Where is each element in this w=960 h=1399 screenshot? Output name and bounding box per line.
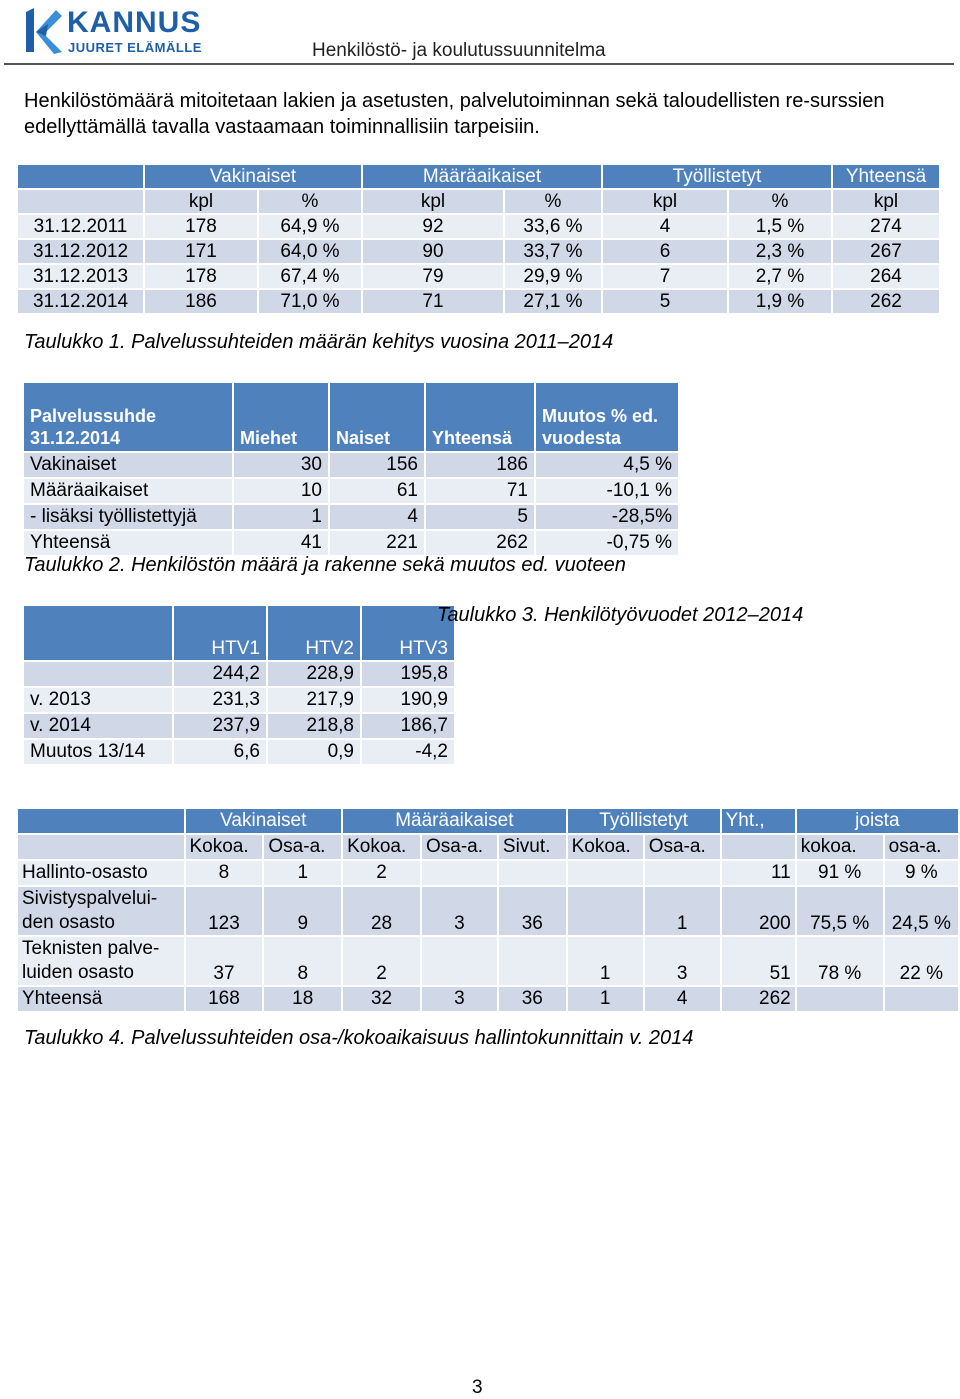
- table-cell: 79: [362, 264, 504, 289]
- table-cell: 195,8: [361, 661, 455, 687]
- table-cell: 31.12.2012: [17, 239, 144, 264]
- table-cell: kpl: [362, 189, 504, 214]
- table-cell: [644, 860, 721, 886]
- table-cell: 178: [144, 214, 258, 239]
- kannus-logo: [22, 4, 202, 58]
- table-cell: 67,4 %: [258, 264, 362, 289]
- table-cell: 4: [644, 986, 721, 1012]
- table-row: [17, 860, 959, 886]
- table-header-cell: Yhteensä: [832, 164, 940, 189]
- table-cell: 1: [644, 886, 721, 936]
- table-caption: Taulukko 1. Palvelussuhteiden määrän kehitys vuosina 2011–2014: [24, 331, 614, 353]
- table-cell: 264: [832, 264, 940, 289]
- table-cell: 237,9: [173, 713, 267, 739]
- table-subheader-row: [17, 834, 959, 860]
- header-divider: [4, 63, 954, 65]
- table-cell: -28,5%: [535, 504, 679, 530]
- table-cell: 8: [185, 860, 264, 886]
- table-cell: [884, 986, 959, 1012]
- table-cell: 0,9: [267, 739, 361, 765]
- table-row: [17, 289, 940, 314]
- table-staff-development: [16, 163, 941, 315]
- table-cell: 228,9: [267, 661, 361, 687]
- table-cell: 33,7 %: [504, 239, 602, 264]
- table-cell: 186: [144, 289, 258, 314]
- table-cell: 11: [721, 860, 796, 886]
- table-cell: 1,9 %: [728, 289, 832, 314]
- table-cell: 31.12.2013: [17, 264, 144, 289]
- table-row: [23, 504, 679, 530]
- table-cell: 5: [602, 289, 728, 314]
- table-cell: 4,5 %: [535, 452, 679, 478]
- table-cell: 64,9 %: [258, 214, 362, 239]
- table-cell: Määräaikaiset: [23, 478, 233, 504]
- table-subheader-row: [17, 189, 940, 214]
- table-header-row: [17, 164, 940, 189]
- document-title: Henkilöstö- ja koulutussuunnitelma: [312, 40, 606, 61]
- table-header-cell: HTV1: [173, 605, 267, 661]
- table-header-cell: Määräaikaiset: [362, 164, 602, 189]
- table-header-cell: [17, 164, 144, 189]
- table-row: [23, 452, 679, 478]
- table-cell: 71: [362, 289, 504, 314]
- table-header-cell: Määräaikaiset: [342, 808, 567, 834]
- kannus-logo-icon: [22, 6, 64, 56]
- table-person-years: [22, 604, 456, 766]
- table-cell: 2: [342, 936, 421, 986]
- table-cell: Sivistyspalvelui-den osasto: [17, 886, 185, 936]
- table-row: [23, 713, 455, 739]
- table-cell: Kokoa.: [185, 834, 264, 860]
- table-cell: [421, 860, 498, 886]
- table-cell: 123: [185, 886, 264, 936]
- table-cell: Kokoa.: [567, 834, 644, 860]
- table-cell: [421, 936, 498, 986]
- table-cell: 71,0 %: [258, 289, 362, 314]
- table-cell: 2: [342, 860, 421, 886]
- table-cell: 92: [362, 214, 504, 239]
- table-header-cell: HTV2: [267, 605, 361, 661]
- table-cell: 186,7: [361, 713, 455, 739]
- table-staff-structure: [22, 381, 680, 557]
- table-cell: 4: [329, 504, 425, 530]
- logo-name: KANNUS: [67, 6, 202, 39]
- table-cell: 168: [185, 986, 264, 1012]
- table-cell: 244,2: [173, 661, 267, 687]
- table-cell: 31.12.2014: [17, 289, 144, 314]
- table-cell: %: [504, 189, 602, 214]
- table-caption: Taulukko 2. Henkilöstön määrä ja rakenne sekä muutos ed. vuoteen: [24, 554, 626, 576]
- table-cell: 274: [832, 214, 940, 239]
- table-cell: -4,2: [361, 739, 455, 765]
- table-row: [23, 739, 455, 765]
- intro-paragraph: Henkilöstömäärä mitoitetaan lakien ja asetusten, palvelutoiminnan sekä taloudellisten re-surssien edellyttämällä tavalla vastaamaan toiminnallisiin tarpeisiin.: [24, 90, 885, 138]
- table-cell: Kokoa.: [342, 834, 421, 860]
- table-cell: 156: [329, 452, 425, 478]
- table-cell: Osa-a.: [644, 834, 721, 860]
- table-header-cell: Naiset: [329, 382, 425, 452]
- table-header-cell: joista: [796, 808, 959, 834]
- table-header-cell: Työllistetyt: [567, 808, 721, 834]
- table-cell: Yhteensä: [17, 986, 185, 1012]
- table-cell: -10,1 %: [535, 478, 679, 504]
- table-caption: Taulukko 4. Palvelussuhteiden osa-/kokoaikaisuus hallintokunnittain v. 2014: [24, 1027, 694, 1049]
- table-cell: 190,9: [361, 687, 455, 713]
- table-cell: 231,3: [173, 687, 267, 713]
- table-full-part-time: [16, 807, 960, 1013]
- table-cell: 75,5 %: [796, 886, 884, 936]
- table-cell: 31.12.2011: [17, 214, 144, 239]
- table-row: [17, 214, 940, 239]
- table-header-row: [17, 808, 959, 834]
- table-cell: 1,5 %: [728, 214, 832, 239]
- table-header-cell: [17, 808, 185, 834]
- table-header-row: [23, 605, 455, 661]
- table-cell: 32: [342, 986, 421, 1012]
- table-cell: 91 %: [796, 860, 884, 886]
- table-cell: 262: [721, 986, 796, 1012]
- table-cell: 22 %: [884, 936, 959, 986]
- table-cell: 51: [721, 936, 796, 986]
- table-cell: 217,9: [267, 687, 361, 713]
- table-row: [17, 264, 940, 289]
- table-cell: osa-a.: [884, 834, 959, 860]
- table-header-cell: Työllistetyt: [602, 164, 832, 189]
- table-cell: 171: [144, 239, 258, 264]
- table-cell: 18: [263, 986, 342, 1012]
- table-header-cell: Yht.,: [721, 808, 796, 834]
- table-cell: 3: [421, 886, 498, 936]
- table-cell: [498, 860, 567, 886]
- table-cell: 90: [362, 239, 504, 264]
- table-cell: 28: [342, 886, 421, 936]
- table-cell: 5: [425, 504, 535, 530]
- page-number: 3: [472, 1377, 483, 1398]
- table-cell: kpl: [602, 189, 728, 214]
- table-cell: 29,9 %: [504, 264, 602, 289]
- table-row: [23, 661, 455, 687]
- table-cell: [498, 936, 567, 986]
- table-cell: 64,0 %: [258, 239, 362, 264]
- table-cell: [17, 834, 185, 860]
- table-cell: 1: [567, 936, 644, 986]
- table-cell: 267: [832, 239, 940, 264]
- table-cell: 71: [425, 478, 535, 504]
- table-cell: 30: [233, 452, 329, 478]
- table-cell: 8: [263, 936, 342, 986]
- table-cell: 4: [602, 214, 728, 239]
- table-cell: 41: [233, 530, 329, 556]
- table-cell: Osa-a.: [421, 834, 498, 860]
- table-cell: v. 2014: [23, 713, 173, 739]
- table-cell: 7: [602, 264, 728, 289]
- table-cell: 9: [263, 886, 342, 936]
- table-header-cell: Muutos % ed. vuodesta: [535, 382, 679, 452]
- table-cell: Hallinto-osasto: [17, 860, 185, 886]
- table-cell: 3: [644, 936, 721, 986]
- logo-tagline: JUURET ELÄMÄLLE: [68, 40, 202, 55]
- table-header-cell: Vakinaiset: [144, 164, 362, 189]
- table-cell: 36: [498, 886, 567, 936]
- table-cell: Teknisten palve-luiden osasto: [17, 936, 185, 986]
- table-cell: 36: [498, 986, 567, 1012]
- table-cell: 3: [421, 986, 498, 1012]
- table-cell: Sivut.: [498, 834, 567, 860]
- table-cell: 186: [425, 452, 535, 478]
- table-cell: 221: [329, 530, 425, 556]
- table-header-cell: Miehet: [233, 382, 329, 452]
- table-cell: [721, 834, 796, 860]
- table-row: [17, 936, 959, 986]
- table-row: [23, 687, 455, 713]
- table-cell: Vakinaiset: [23, 452, 233, 478]
- table-row: [23, 478, 679, 504]
- table-cell: 24,5 %: [884, 886, 959, 936]
- table-header-row: [23, 382, 679, 452]
- table-cell: 262: [425, 530, 535, 556]
- table-row: [23, 530, 679, 556]
- table-cell: - lisäksi työllistettyjä: [23, 504, 233, 530]
- table-cell: [567, 860, 644, 886]
- table-cell: [17, 189, 144, 214]
- table-header-cell: Palvelussuhde 31.12.2014: [23, 382, 233, 452]
- table-cell: 200: [721, 886, 796, 936]
- table-cell: v. 2013: [23, 687, 173, 713]
- table-cell: 178: [144, 264, 258, 289]
- table-header-cell: HTV3: [361, 605, 455, 661]
- table-cell: [23, 661, 173, 687]
- table-cell: 37: [185, 936, 264, 986]
- table-cell: %: [728, 189, 832, 214]
- table-cell: 9 %: [884, 860, 959, 886]
- table-cell: Osa-a.: [263, 834, 342, 860]
- table-cell: %: [258, 189, 362, 214]
- table-header-cell: Yhteensä: [425, 382, 535, 452]
- table-caption: Taulukko 3. Henkilötyövuodet 2012–2014: [437, 604, 804, 626]
- table-cell: 33,6 %: [504, 214, 602, 239]
- table-cell: 2,3 %: [728, 239, 832, 264]
- table-cell: 1: [567, 986, 644, 1012]
- table-cell: 10: [233, 478, 329, 504]
- table-cell: kokoa.: [796, 834, 884, 860]
- table-header-cell: Vakinaiset: [185, 808, 343, 834]
- table-row: [17, 886, 959, 936]
- table-cell: 6,6: [173, 739, 267, 765]
- table-cell: 61: [329, 478, 425, 504]
- table-cell: -0,75 %: [535, 530, 679, 556]
- table-cell: [567, 886, 644, 936]
- table-cell: 1: [263, 860, 342, 886]
- table-cell: 6: [602, 239, 728, 264]
- table-cell: 27,1 %: [504, 289, 602, 314]
- table-cell: kpl: [832, 189, 940, 214]
- table-row: [17, 986, 959, 1012]
- table-cell: Muutos 13/14: [23, 739, 173, 765]
- table-cell: kpl: [144, 189, 258, 214]
- table-cell: 78 %: [796, 936, 884, 986]
- table-header-cell: [23, 605, 173, 661]
- table-cell: 218,8: [267, 713, 361, 739]
- table-cell: [796, 986, 884, 1012]
- table-cell: 2,7 %: [728, 264, 832, 289]
- table-row: [17, 239, 940, 264]
- table-cell: 262: [832, 289, 940, 314]
- table-cell: Yhteensä: [23, 530, 233, 556]
- table-cell: 1: [233, 504, 329, 530]
